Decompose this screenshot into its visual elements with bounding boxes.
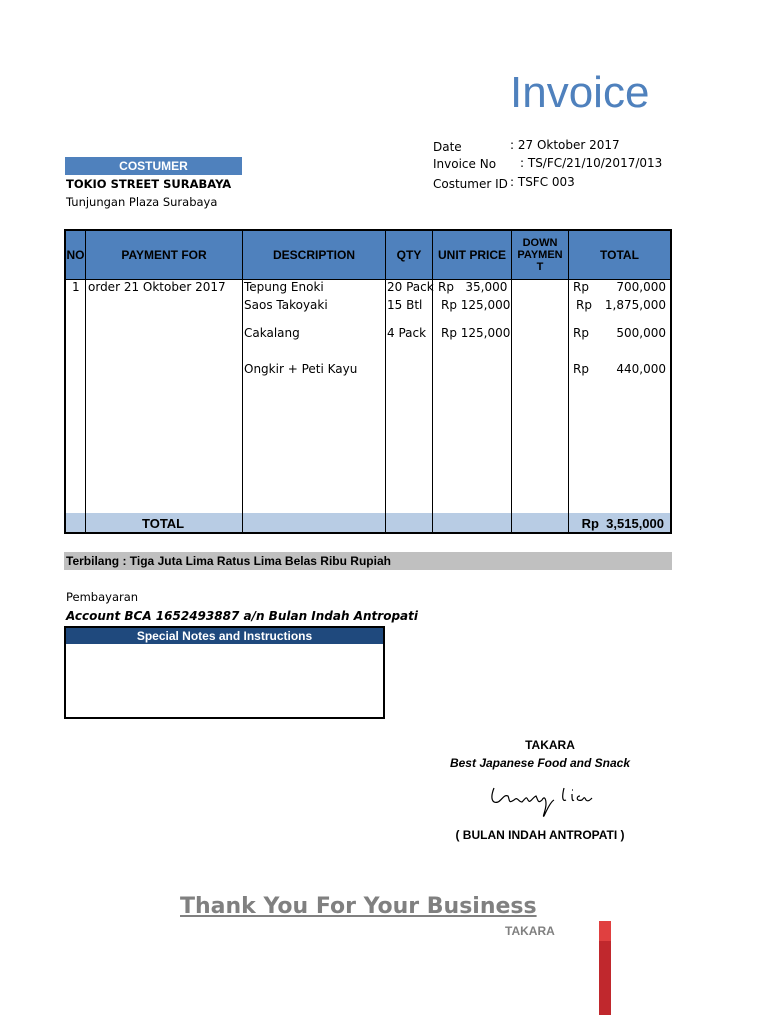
item-qty: 20 Pack — [387, 280, 434, 294]
amount-in-words: Terbilang : Tiga Juta Lima Ratus Lima Belas Ribu Rupiah — [64, 552, 672, 570]
item-description: Saos Takoyaki — [244, 298, 328, 312]
item-total: 500,000 — [616, 326, 666, 340]
invoice-table — [64, 229, 672, 534]
footer-company: TAKARA — [505, 924, 555, 938]
item-total: 440,000 — [616, 362, 666, 376]
item-qty: 4 Pack — [387, 326, 427, 340]
item-currency: Rp — [573, 362, 589, 376]
date-label: Date — [433, 140, 462, 154]
customer-id-label: Costumer ID — [433, 177, 508, 191]
customer-address: Tunjungan Plaza Surabaya — [66, 195, 218, 209]
date-value: : 27 Oktober 2017 — [510, 138, 620, 152]
item-unit-price: Rp 125,000 — [441, 326, 511, 340]
payment-label: Pembayaran — [66, 590, 139, 604]
row-payment-for: order 21 Oktober 2017 — [88, 280, 226, 294]
item-total: 700,000 — [616, 280, 666, 294]
row-no: 1 — [72, 280, 80, 294]
red-accent-bar-top — [599, 921, 611, 941]
handwritten-signature — [488, 780, 598, 820]
signature-company: TAKARA — [525, 738, 575, 752]
payment-account: Account BCA 1652493887 a/n Bulan Indah Antropati — [66, 609, 418, 623]
header-payment-for: PAYMENT FOR — [121, 248, 207, 262]
item-description: Ongkir + Peti Kayu — [244, 362, 358, 376]
customer-name: TOKIO STREET SURABAYA — [66, 177, 232, 191]
customer-id-value: : TSFC 003 — [510, 175, 575, 189]
customer-header: COSTUMER — [65, 157, 242, 175]
invoice-no-value: : TS/FC/21/10/2017/013 — [520, 156, 663, 170]
total-label: TOTAL — [142, 516, 185, 531]
item-total: 1,875,000 — [604, 298, 666, 312]
thank-you-message: Thank You For Your Business — [180, 894, 537, 919]
header-description: DESCRIPTION — [272, 248, 355, 262]
item-unit-price: Rp 125,000 — [441, 298, 511, 312]
header-total: TOTAL — [600, 248, 639, 262]
item-description: Cakalang — [244, 326, 300, 340]
item-currency: Rp — [576, 298, 592, 312]
item-description: Tepung Enoki — [244, 280, 324, 294]
header-no: NO — [66, 248, 85, 262]
header-unit-price: UNIT PRICE — [437, 248, 506, 262]
header-down-payment: DOWN PAYMEN T — [517, 237, 563, 273]
signature-tagline: Best Japanese Food and Snack — [449, 756, 631, 770]
signer-name: ( BULAN INDAH ANTROPATI ) — [455, 828, 625, 842]
grand-total: Rp 3,515,000 — [581, 516, 664, 531]
item-currency: Rp — [573, 280, 589, 294]
invoice-no-label: Invoice No — [433, 157, 497, 171]
invoice-title: Invoice — [510, 68, 650, 117]
special-notes-header: Special Notes and Instructions — [66, 628, 383, 644]
special-notes-box — [64, 626, 385, 719]
item-currency: Rp — [573, 326, 589, 340]
item-qty: 15 Btl — [387, 298, 423, 312]
header-qty: QTY — [396, 248, 422, 262]
item-unit-price: Rp 35,000 — [438, 280, 508, 294]
